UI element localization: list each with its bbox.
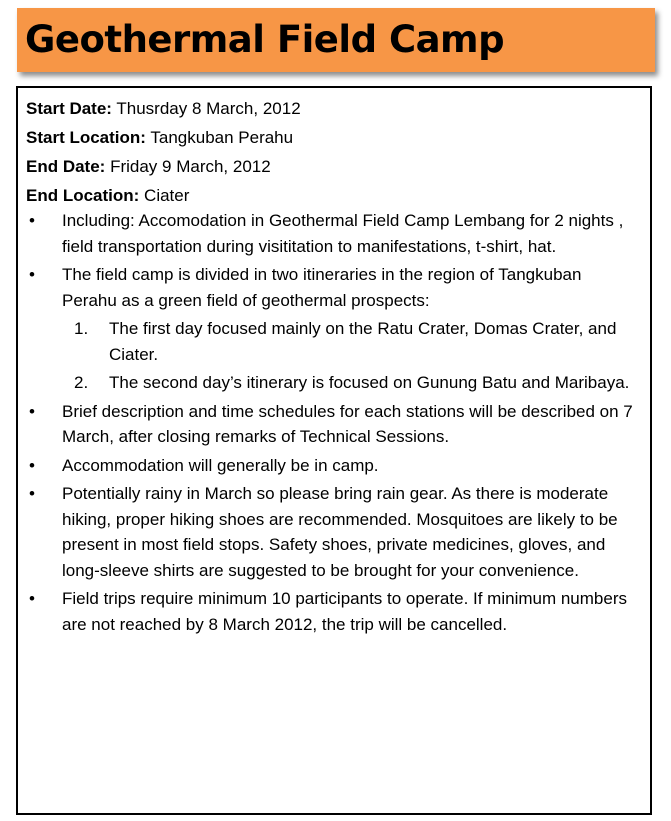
bullet-icon: • (29, 211, 35, 230)
bullet-text: Including: Accomodation in Geothermal Field Camp Lembang for 2 nights , field transportation during visititation to manifestations, t-shirt, hat. (62, 211, 624, 256)
start-location-label: Start Location: (26, 128, 146, 147)
details-list (18, 208, 640, 640)
bullet-icon: • (29, 589, 35, 608)
bullet-text: Potentially rainy in March so please bring rain gear. As there is moderate hiking, proper hiking shoes are recommended. Mosquitoes are likely to be present in most field stops. Safety shoes, private medicines, gloves, and long-sleeve shirts are suggested to be brought for your convenience. (62, 484, 618, 580)
end-location-value: Ciater (139, 186, 190, 205)
start-location-value: Tangkuban Perahu (145, 128, 294, 147)
bullet-text: The field camp is divided in two itineraries in the region of Tangkuban Perahu as a green field of geothermal prospects: (62, 265, 582, 310)
title-banner (17, 8, 655, 72)
itinerary-list (62, 316, 640, 396)
end-date (26, 152, 640, 181)
end-date-value: Friday 9 March, 2012 (105, 157, 271, 176)
end-location-label: End Location: (26, 186, 140, 205)
page-title: Geothermal Field Camp (25, 18, 505, 61)
list-item-schedules (18, 399, 640, 450)
content-box (16, 86, 652, 815)
bullet-text: Brief description and time schedules for each stations will be described on 7 March, after closing remarks of Technical Sessions. (62, 401, 633, 446)
start-date-label: Start Date: (26, 99, 112, 118)
itinerary-day-1 (62, 316, 640, 367)
bullet-icon: • (29, 455, 35, 475)
start-date (26, 94, 640, 123)
item-number: 1. (74, 319, 89, 338)
itinerary-day-2 (62, 370, 640, 396)
bullet-text: Field trips require minimum 10 participants to operate. If minimum numbers are not reached by 8 March 2012, the trip will be cancelled. (62, 589, 627, 634)
bullet-icon: • (29, 401, 35, 421)
item-text: The first day focused mainly on the Ratu Crater, Domas Crater, and Ciater. (109, 319, 617, 364)
start-location (26, 123, 640, 152)
trip-info (26, 94, 640, 210)
end-date-label: End Date: (26, 157, 106, 176)
bullet-text: Accommodation will generally be in camp. (62, 455, 379, 475)
item-text: The second day’s itinerary is focused on Gunung Batu and Maribaya. (109, 373, 630, 392)
list-item-accommodation (18, 453, 640, 479)
end-location (26, 181, 640, 210)
list-item-participants (18, 586, 640, 637)
item-number: 2. (74, 373, 89, 392)
list-item-itineraries (18, 262, 640, 396)
start-date-value: Thusrday 8 March, 2012 (111, 99, 301, 118)
list-item-inclusions (18, 208, 640, 259)
bullet-icon: • (29, 265, 35, 284)
list-item-gear (18, 481, 640, 583)
bullet-icon: • (29, 484, 35, 503)
